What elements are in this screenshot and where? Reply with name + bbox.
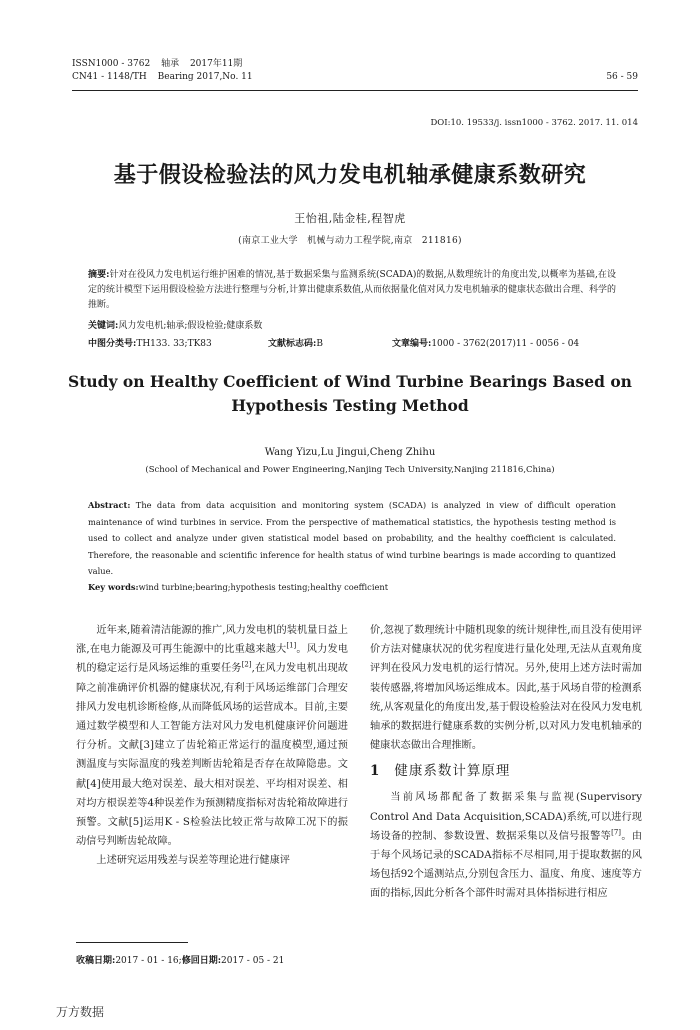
article-number-value: 1000 - 3762(2017)11 - 0056 - 04	[431, 339, 580, 349]
page-range: 56 - 59	[606, 72, 638, 82]
intro-paragraph-3: 价,忽视了数理统计中随机现象的统计规律性,而且没有使用评价方法对健康状况的优劣程度进行量化处理,无法从直观角度评判在役风力发电机的运行情况。另外,使用上述方法时需加装传感器,将增加风场运维成本。因此,基于风场自带的检测系统,从客观量化的角度出发,基于假设检验法对在役风力发电机轴承的数据进行健康系数的实例分析,以对风力发电机轴承的健康状态做出合理推断。	[370, 625, 642, 752]
abstract-en-text: The data from data acquisition and monitoring system (SCADA) is analyzed in view of difficult operation maintenance of wind turbines in service. From the perspective of mathematical statistics, the hypothesis testing method is used to collect and analyze under given statistical model based on probability, and the healthy coefficient is calculated. Therefore, the reasonable and scientific inference for health status of wind turbine bearings is made according to quantized value.	[88, 500, 616, 576]
keywords-cn-label: 关键词:	[88, 321, 119, 331]
watermark: 万方数据	[56, 1005, 105, 1019]
section-title: 健康系数计算原理	[394, 763, 511, 780]
citation: [2]	[241, 661, 252, 670]
text-run: 近年来,随着清洁能源的推广,风力发电机的装机量日益上涨,在电力能源及可再生能源中的比重越来越大	[76, 625, 348, 656]
section-1-paragraph	[370, 788, 642, 903]
journal-name-cn: 轴承	[161, 59, 180, 69]
affiliation-cn: (南京工业大学 机械与动力工程学院,南京 211816)	[238, 236, 462, 246]
cn-number: CN41 - 1148/TH	[72, 72, 147, 82]
abstract-cn-label: 摘要:	[88, 270, 110, 280]
text-run: 。风力发电机的稳定运行是风场运维的重要任务	[76, 644, 348, 675]
keywords-cn-text: 风力发电机;轴承;假设检验;健康系数	[118, 321, 263, 331]
section-number: 1	[370, 763, 381, 780]
clc-label: 中图分类号:	[88, 339, 137, 349]
doi: DOI:10. 19533/j. issn1000 - 3762. 2017. 11. 014	[430, 118, 638, 128]
section-heading	[370, 760, 642, 782]
title-en: Study on Healthy Coefficient of Wind Turbine Bearings Based on Hypothesis Testing Method	[68, 372, 632, 415]
issn: ISSN1000 - 3762	[72, 59, 151, 69]
intro-paragraph-1	[76, 621, 348, 851]
journal-header	[72, 58, 261, 84]
text-run: 。由于每个风场记录的SCADA指标不尽相同,用于提取数据的风场包括92个遥测站点,分别包含压力、温度、角度、速度等方面的指标,因此分析各个部件时需对具体指标进行相应	[370, 830, 643, 900]
abstract-en	[88, 497, 616, 580]
affiliation-en: (School of Mechanical and Power Engineering,Nanjing Tech University,Nanjing 211816,China)	[145, 465, 555, 475]
keywords-cn	[88, 319, 616, 334]
citation: [1]	[286, 641, 297, 650]
received-date: 2017 - 01 - 16	[115, 956, 179, 966]
received-dates	[76, 953, 284, 966]
revised-label: 修回日期:	[181, 956, 222, 966]
abstract-en-label: Abstract:	[88, 500, 131, 510]
doc-code-label: 文献标志码:	[268, 339, 317, 349]
intro-paragraph-2: 上述研究运用残差与误差等理论进行健康评	[96, 855, 290, 867]
issue-cn: 2017年11期	[189, 59, 243, 69]
received-label: 收稿日期:	[76, 956, 116, 966]
citation: [7]	[611, 828, 622, 837]
authors-cn: 王怡祖,陆金桂,程智虎	[294, 212, 406, 225]
separator: ;	[178, 956, 182, 966]
clc-value: TH133. 33;TK83	[136, 339, 212, 349]
abstract-cn-text: 针对在役风力发电机运行维护困难的情况,基于数据采集与监测系统(SCADA)的数据,从数理统计的角度出发,以概率为基础,在设定的统计模型下运用假设检验方法进行整理与分析,计算出健康系数值,从而依据量化值对风力发电机轴承的健康状态做出合理、科学的推断。	[88, 270, 616, 310]
body-column-left	[76, 621, 348, 871]
article-number-label: 文章编号:	[392, 339, 432, 349]
title-cn: 基于假设检验法的风力发电机轴承健康系数研究	[113, 162, 587, 188]
keywords-en	[88, 582, 616, 592]
keywords-en-label: Key words:	[88, 582, 139, 592]
revised-date: 2017 - 05 - 21	[221, 956, 285, 966]
text-run: 当前风场都配备了数据采集与监视(Supervisory Control And Data Acquisition,SCADA)系统,可以进行现场设备的控制、参数设置、数据采集以及信号报警等	[370, 792, 642, 842]
text-run: ,在风力发电机出现故障之前准确评价机器的健康状况,有利于风场运维部门合理安排风力发电机诊断检修,从而降低风场的运营成本。目前,主要通过数学模型和人工智能方法对风力发电机健康评价问题进行分析。文献[3]建立了齿轮箱正常运行的温度模型,通过预测温度与实际温度的残差判断齿轮箱是否存在故障隐患。文献[4]使用最大绝对误差、最大相对误差、平均相对误差、相对均方根误差等4种误差作为预测精度指标对齿轮箱故障进行预警。文献[5]运用K - S检验法比较正常与故障工况下的振动信号判断齿轮故障。	[76, 663, 348, 848]
abstract-cn	[88, 268, 616, 313]
doc-code-value: B	[316, 339, 323, 349]
body-column-right	[370, 621, 642, 904]
authors-en: Wang Yizu,Lu Jingui,Cheng Zhihu	[264, 447, 436, 458]
journal-issue-en: Bearing 2017,No. 11	[157, 72, 253, 82]
footnote-rule	[76, 942, 188, 943]
keywords-en-text: wind turbine;bearing;hypothesis testing;healthy coefficient	[138, 582, 389, 592]
header-rule	[72, 90, 638, 91]
classification-line	[88, 336, 616, 349]
